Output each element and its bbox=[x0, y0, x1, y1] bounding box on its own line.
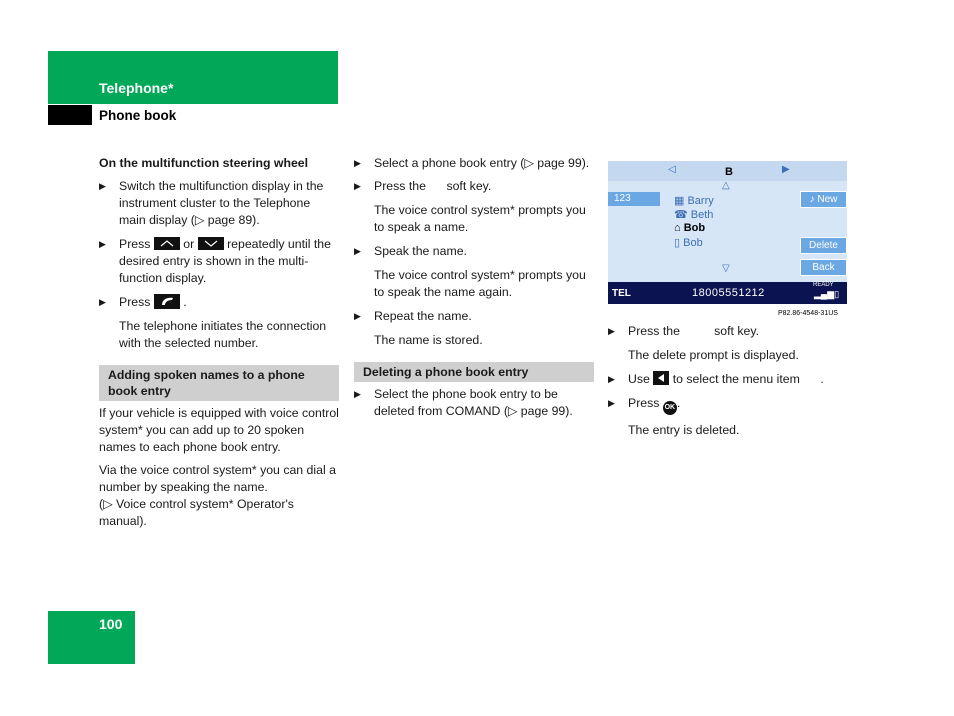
col1-para-2: Via the voice control system* you can dial a number by speaking the name. bbox=[99, 463, 336, 494]
signal-icon: ▂▄▆▯ bbox=[814, 289, 840, 299]
scroll-up-key-icon bbox=[154, 237, 180, 250]
col3-result-1: The delete prompt is displayed. bbox=[628, 348, 799, 362]
scroll-down-key-icon bbox=[198, 237, 224, 250]
triangle-right-icon: ▶ bbox=[99, 297, 106, 307]
left-key-icon bbox=[653, 371, 669, 385]
col1-step-3 bbox=[99, 294, 339, 311]
col3-step-2-text: to select the menu item . bbox=[672, 372, 824, 386]
voice-icon: ♪ bbox=[809, 194, 818, 205]
col1-step-2-text: repeatedly until the desired entry is shown in the multi-function display. bbox=[119, 237, 331, 285]
status-label: TEL bbox=[612, 288, 631, 299]
col2-step-5 bbox=[354, 386, 594, 420]
col2-result-4: The name is stored. bbox=[374, 333, 483, 347]
phone-key-icon bbox=[154, 294, 180, 309]
col1-para-3: (▷ Voice control system* Operator's manual). bbox=[99, 497, 294, 528]
status-number: 18005551212 bbox=[692, 287, 765, 299]
col1-step-2-or: or bbox=[183, 237, 195, 251]
col3-step-3-press: Press bbox=[628, 396, 660, 410]
col2-section-heading: Deleting a phone book entry bbox=[354, 362, 594, 382]
column-2 bbox=[354, 155, 594, 420]
col3-step-2-use: Use bbox=[628, 372, 650, 386]
col3-step-3-end: . bbox=[676, 396, 681, 410]
screen-status-bar bbox=[608, 282, 847, 304]
screen-button-new bbox=[800, 191, 847, 208]
page-number: 100 bbox=[99, 616, 123, 632]
col1-step-1-text: Switch the multifunction display in the instrument cluster to the Telephone main display (▷ page 89). bbox=[119, 179, 324, 227]
col1-step-3-press: Press bbox=[119, 295, 151, 309]
comand-screen-illustration bbox=[608, 161, 847, 304]
triangle-right-icon: ▶ bbox=[608, 374, 615, 384]
triangle-right-icon: ▶ bbox=[354, 389, 361, 399]
col1-heading: On the multifunction steering wheel bbox=[99, 156, 309, 170]
scroll-down-icon: ▽ bbox=[722, 263, 730, 274]
col2-result-3: The voice control system* prompts you to speak the name again. bbox=[374, 268, 586, 299]
col1-step-1 bbox=[99, 178, 339, 229]
col1-result: The telephone initiates the connection with the selected number. bbox=[119, 319, 327, 350]
subheader-marker bbox=[48, 105, 92, 125]
col2-step-3-text: Speak the name. bbox=[374, 244, 467, 258]
screen-button-delete: Delete bbox=[800, 237, 847, 254]
screen-entry-2: ☎ Beth bbox=[674, 209, 714, 221]
triangle-right-icon: ▶ bbox=[354, 181, 361, 191]
screen-entry-1: ▦ Barry bbox=[674, 195, 714, 207]
col1-step-3-end: . bbox=[183, 295, 187, 309]
screen-button-back: Back bbox=[800, 259, 847, 276]
col1-step-2 bbox=[99, 236, 339, 287]
triangle-right-icon: ▶ bbox=[608, 398, 615, 408]
screen-entry-3: ⌂ Bob bbox=[674, 222, 706, 234]
triangle-right-icon: ▶ bbox=[354, 311, 361, 321]
triangle-right-icon: ▶ bbox=[99, 181, 106, 191]
scroll-up-icon: △ bbox=[722, 180, 730, 191]
col1-step-2-press: Press bbox=[119, 237, 151, 251]
triangle-right-icon: ▶ bbox=[354, 158, 361, 168]
ok-button-icon: OK bbox=[663, 401, 677, 415]
arrow-right-icon: ▶ bbox=[782, 164, 790, 175]
figure-caption: P82.86-4548-31US bbox=[778, 310, 838, 317]
col3-result-3: The entry is deleted. bbox=[628, 423, 740, 437]
column-1 bbox=[99, 155, 339, 530]
screen-entry-4: ▯ Bob bbox=[674, 237, 703, 249]
col2-step-2-text: Press the soft key. bbox=[374, 179, 492, 193]
subsection-title: Phone book bbox=[99, 108, 177, 123]
arrow-left-icon: ◁ bbox=[668, 164, 676, 175]
col3-step-1-text: Press the soft key. bbox=[628, 324, 759, 338]
col1-section-heading: Adding spoken names to a phone book entry bbox=[99, 365, 339, 401]
col2-step-5-text: Select the phone book entry to be deleted from COMAND (▷ page 99). bbox=[374, 387, 573, 418]
screen-button-new-label: New bbox=[817, 194, 838, 205]
screen-tab-123: 123 bbox=[608, 192, 660, 206]
col2-step-4 bbox=[354, 308, 594, 325]
triangle-right-icon: ▶ bbox=[354, 246, 361, 256]
status-ready: READY bbox=[813, 282, 834, 288]
col3-step-1 bbox=[608, 323, 848, 340]
col3-step-3 bbox=[608, 395, 848, 415]
column-3 bbox=[608, 323, 848, 439]
col1-para-1: If your vehicle is equipped with voice control system* you can add up to 20 spoken names to each phone book entry. bbox=[99, 406, 339, 454]
col2-result-2: The voice control system* prompts you to speak a name. bbox=[374, 203, 586, 234]
col3-step-2 bbox=[608, 371, 848, 388]
section-title: Telephone* bbox=[99, 80, 174, 96]
col2-step-1 bbox=[354, 155, 594, 172]
col2-step-4-text: Repeat the name. bbox=[374, 309, 472, 323]
col2-step-1-text: Select a phone book entry (▷ page 99). bbox=[374, 156, 590, 170]
triangle-right-icon: ▶ bbox=[99, 239, 106, 249]
col2-step-2 bbox=[354, 178, 594, 195]
col2-step-3 bbox=[354, 243, 594, 260]
screen-letter: B bbox=[725, 166, 733, 178]
header-band bbox=[48, 51, 338, 104]
triangle-right-icon: ▶ bbox=[608, 326, 615, 336]
